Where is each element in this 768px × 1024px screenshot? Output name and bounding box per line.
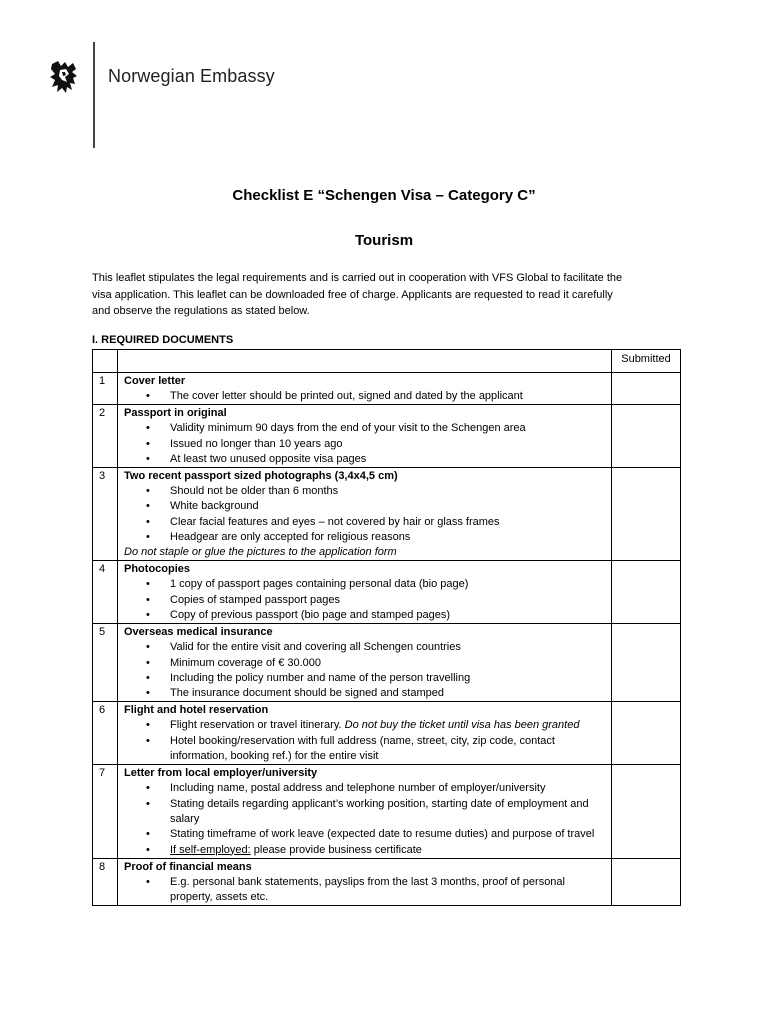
item-title: Two recent passport sized photographs (3,4x4,5 cm) xyxy=(124,470,398,483)
list-item: • Copy of previous passport (bio page and stamped pages) xyxy=(170,608,607,623)
submitted-checkbox-cell[interactable] xyxy=(612,858,681,906)
submitted-checkbox-cell[interactable] xyxy=(612,373,681,405)
document-subtitle: Tourism xyxy=(354,232,414,249)
list-item-text: Flight reservation or travel itinerary. xyxy=(170,719,345,732)
list-item: • Copies of stamped passport pages xyxy=(170,593,607,608)
header-body-cell xyxy=(118,350,612,373)
list-item: • Should not be older than 6 months xyxy=(170,484,607,499)
header-divider xyxy=(93,42,95,148)
section-heading: I. REQUIRED DOCUMENTS xyxy=(92,334,234,346)
table-row xyxy=(93,561,681,624)
item-title: Passport in original xyxy=(124,407,227,420)
submitted-checkbox-cell[interactable] xyxy=(612,624,681,702)
table-row xyxy=(93,702,681,765)
item-title: Photocopies xyxy=(124,563,191,576)
list-item: • E.g. personal bank statements, payslips from the last 3 months, proof of personal property, assets etc. xyxy=(170,875,607,906)
table-row xyxy=(93,405,681,468)
list-item: • The cover letter should be printed out, signed and dated by the applicant xyxy=(170,389,607,404)
list-item: • 1 copy of passport pages containing personal data (bio page) xyxy=(170,577,607,592)
row-number: 7 xyxy=(93,765,118,858)
list-item: • Hotel booking/reservation with full address (name, street, city, zip code, contact information, booking ref.) for the entire visit xyxy=(170,734,607,765)
list-item: • Including name, postal address and telephone number of employer/university xyxy=(170,781,607,796)
list-item xyxy=(170,718,607,733)
list-item: • Valid for the entire visit and covering all Schengen countries xyxy=(170,640,607,655)
row-number: 5 xyxy=(93,624,118,702)
coat-of-arms-lion-icon xyxy=(48,58,82,96)
list-item: • Stating timeframe of work leave (expected date to resume duties) and purpose of travel xyxy=(170,827,607,842)
table-row xyxy=(93,858,681,906)
table-row xyxy=(93,765,681,858)
row-number: 6 xyxy=(93,702,118,765)
item-title: Proof of financial means xyxy=(124,860,252,873)
item-title: Cover letter xyxy=(124,375,186,387)
row-number: 8 xyxy=(93,858,118,906)
item-title: Flight and hotel reservation xyxy=(124,704,269,717)
list-item: • Minimum coverage of € 30.000 xyxy=(170,656,607,671)
table-row xyxy=(93,468,681,561)
table-row xyxy=(93,624,681,702)
item-note: Do not staple or glue the pictures to the application form xyxy=(124,546,397,559)
list-item: • Clear facial features and eyes – not covered by hair or glass frames xyxy=(170,515,607,530)
submitted-checkbox-cell[interactable] xyxy=(612,765,681,858)
checklist-table xyxy=(92,349,681,906)
submitted-checkbox-cell[interactable] xyxy=(612,468,681,561)
item-title: Letter from local employer/university xyxy=(124,767,318,780)
list-item: • Including the policy number and name of the person travelling xyxy=(170,671,607,686)
header-num-cell xyxy=(93,350,118,373)
intro-line: and observe the regulations as stated below. xyxy=(92,305,310,317)
submitted-checkbox-cell[interactable] xyxy=(612,561,681,624)
intro-paragraph xyxy=(92,270,692,320)
row-number: 3 xyxy=(93,468,118,561)
intro-line: This leaflet stipulates the legal requirements and is carried out in cooperation with VFS Global to facilitate the xyxy=(92,272,623,284)
list-item: • Stating details regarding applicant’s working position, starting date of employment and salary xyxy=(170,797,607,828)
list-item xyxy=(170,843,607,858)
submitted-checkbox-cell[interactable] xyxy=(612,405,681,468)
list-item: • White background xyxy=(170,499,607,514)
list-item-text: please provide business certificate xyxy=(250,843,422,856)
org-name: Norwegian Embassy xyxy=(108,66,275,86)
row-number: 2 xyxy=(93,405,118,468)
list-item: • The insurance document should be signed and stamped xyxy=(170,686,607,701)
list-item-underlined-text: If self-employed: xyxy=(170,843,251,856)
row-number: 4 xyxy=(93,561,118,624)
submitted-checkbox-cell[interactable] xyxy=(612,702,681,765)
item-title: Overseas medical insurance xyxy=(124,626,273,639)
list-item: • Issued no longer than 10 years ago xyxy=(170,437,607,452)
list-item: • Validity minimum 90 days from the end of your visit to the Schengen area xyxy=(170,421,607,436)
intro-line: visa application. This leaflet can be downloaded free of charge. Applicants are requested to read it carefully xyxy=(92,288,613,301)
list-item: • At least two unused opposite visa pages xyxy=(170,452,607,467)
table-header-row xyxy=(93,350,681,373)
table-row xyxy=(93,373,681,405)
submitted-header: Submitted xyxy=(612,350,681,373)
list-item-italic-text: Do not buy the ticket until visa has been granted xyxy=(344,719,580,732)
row-number: 1 xyxy=(93,373,118,405)
document-title: Checklist E “Schengen Visa – Category C” xyxy=(232,187,536,204)
list-item: • Headgear are only accepted for religious reasons xyxy=(170,530,607,545)
